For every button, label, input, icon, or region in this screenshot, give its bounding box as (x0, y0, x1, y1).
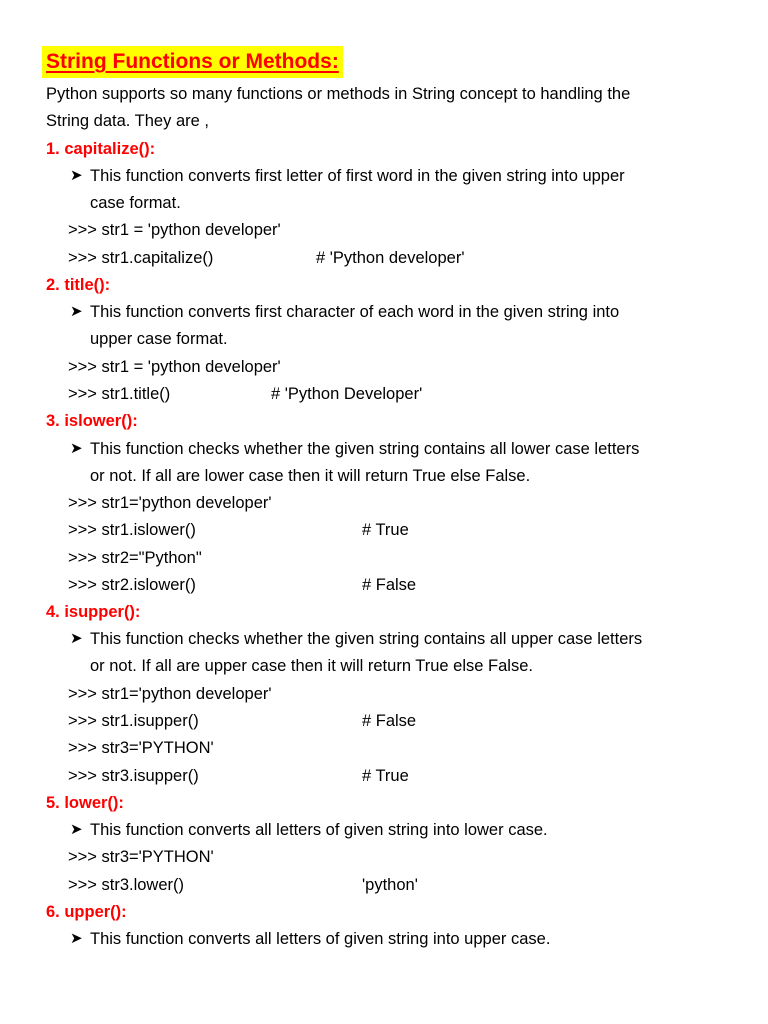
code-line: >>> str1.capitalize() (68, 249, 214, 267)
section-description: This function checks whether the given string contains all upper case letters (90, 630, 643, 648)
section-description: or not. If all are upper case then it will return True else False. (90, 657, 533, 675)
section-description: upper case format. (90, 330, 228, 348)
code-line: >>> str1.isupper() (68, 712, 199, 730)
arrow-bullet-icon: ➤ (70, 303, 83, 320)
arrow-bullet-icon: ➤ (70, 440, 83, 457)
code-comment: # True (362, 767, 409, 785)
section-description: This function checks whether the given string contains all lower case letters (90, 440, 640, 458)
section-heading-capitalize: 1. capitalize(): (46, 140, 156, 158)
code-line: >>> str3.lower() (68, 876, 184, 894)
arrow-bullet-icon: ➤ (70, 630, 83, 647)
section-description: case format. (90, 194, 181, 212)
code-line: >>> str1 = 'python developer' (68, 358, 281, 376)
code-comment: # False (362, 712, 417, 730)
section-description: This function converts first character of each word in the given string into (90, 303, 620, 321)
section-description: This function converts all letters of given string into lower case. (90, 821, 548, 839)
section-heading-lower: 5. lower(): (46, 794, 124, 812)
intro-line: Python supports so many functions or methods in String concept to handling the (46, 85, 631, 103)
code-line: >>> str3.isupper() (68, 767, 199, 785)
intro-line: String data. They are , (46, 112, 209, 130)
section-description: This function converts all letters of given string into upper case. (90, 930, 551, 948)
arrow-bullet-icon: ➤ (70, 821, 83, 838)
code-line: >>> str1='python developer' (68, 494, 272, 512)
code-comment: # True (362, 521, 409, 539)
section-description: or not. If all are lower case then it will return True else False. (90, 467, 531, 485)
section-heading-isupper: 4. isupper(): (46, 603, 141, 621)
code-comment: # 'Python Developer' (271, 385, 423, 403)
code-line: >>> str1.title() (68, 385, 171, 403)
code-line: >>> str2.islower() (68, 576, 196, 594)
arrow-bullet-icon: ➤ (70, 167, 83, 184)
code-comment: # 'Python developer' (316, 249, 465, 267)
code-line: >>> str1 = 'python developer' (68, 221, 281, 239)
code-comment: # False (362, 576, 417, 594)
section-description: This function converts first letter of first word in the given string into upper (90, 167, 625, 185)
page-title: String Functions or Methods: (42, 46, 343, 78)
section-heading-title: 2. title(): (46, 276, 111, 294)
code-comment: 'python' (362, 876, 418, 894)
section-heading-upper: 6. upper(): (46, 903, 127, 921)
code-line: >>> str3='PYTHON' (68, 848, 214, 866)
code-line: >>> str1.islower() (68, 521, 196, 539)
section-heading-islower: 3. islower(): (46, 412, 138, 430)
code-line: >>> str1='python developer' (68, 685, 272, 703)
code-line: >>> str2="Python" (68, 549, 202, 567)
code-line: >>> str3='PYTHON' (68, 739, 214, 757)
arrow-bullet-icon: ➤ (70, 930, 83, 947)
